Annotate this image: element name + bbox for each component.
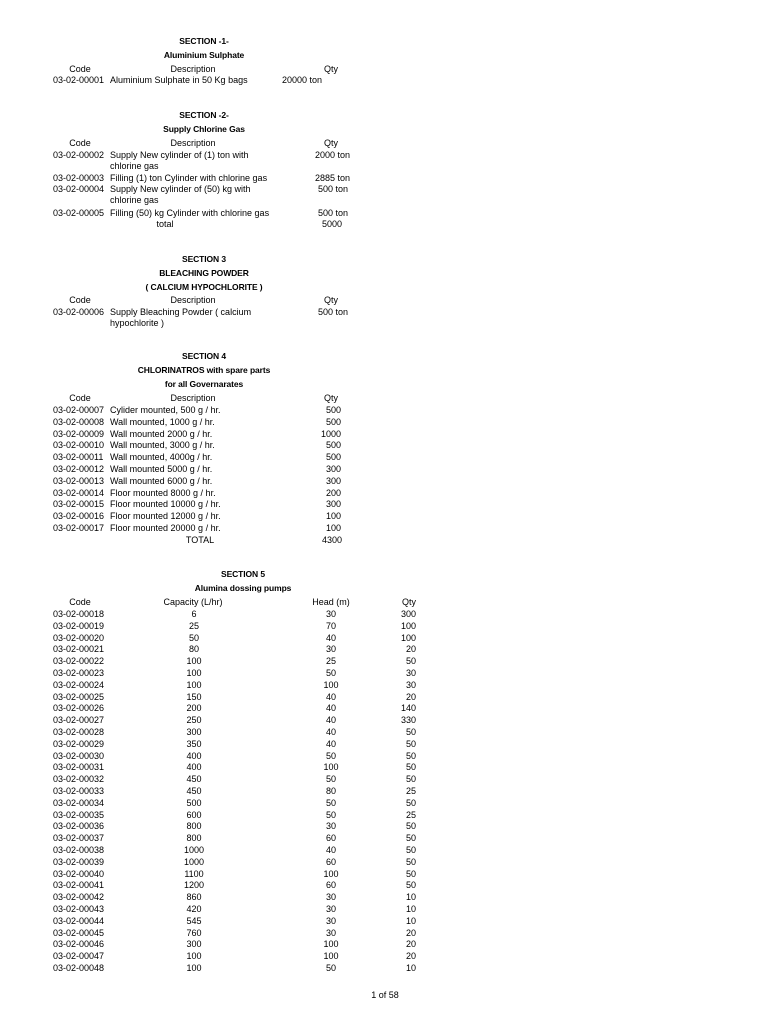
table-row-qty: 10 bbox=[405, 904, 416, 914]
table-row-capacity: 800 bbox=[186, 821, 202, 832]
table-row-desc: Floor mounted 10000 g / hr. bbox=[110, 499, 221, 510]
table-row-qty: 20 bbox=[405, 644, 416, 655]
table-row-capacity: 600 bbox=[186, 809, 202, 820]
table-row-capacity: 100 bbox=[186, 656, 202, 667]
section5-capacity-header: Capacity (L/hr) bbox=[163, 597, 223, 607]
table-row-qty: 10 bbox=[405, 915, 416, 926]
table-row-code: 03-02-00029 bbox=[53, 738, 105, 749]
section4-title: SECTION 4 bbox=[182, 351, 226, 361]
table-row-qty: 10 bbox=[405, 892, 416, 903]
table-row-capacity: 400 bbox=[186, 750, 202, 761]
table-row-desc: Floor mounted 8000 g / hr. bbox=[110, 487, 216, 498]
table-row-code: 03-02-00042 bbox=[53, 892, 105, 903]
table-row-code: 03-02-00047 bbox=[53, 951, 105, 962]
table-row-head: 40 bbox=[325, 632, 337, 643]
table-row-head: 30 bbox=[325, 915, 337, 926]
table-row-head: 60 bbox=[325, 880, 337, 891]
table-row-qty: 1000 bbox=[320, 428, 341, 439]
table-row-code: 03-02-00010 bbox=[53, 440, 105, 451]
table-row-qty: 100 bbox=[325, 511, 341, 522]
table-row-head: 70 bbox=[325, 620, 337, 631]
table-row-qty: 50 bbox=[405, 845, 416, 855]
page-number: 1 of 58 bbox=[371, 990, 399, 1000]
table-row-code: 03-02-00030 bbox=[53, 750, 105, 761]
table-row-code: 03-02-00033 bbox=[53, 786, 105, 796]
table-row-code: 03-02-00028 bbox=[53, 727, 105, 737]
table-row-head: 100 bbox=[323, 868, 339, 879]
table-row-qty: 100 bbox=[400, 620, 416, 631]
table-row-code: 03-02-00041 bbox=[53, 880, 105, 891]
table-row-capacity: 200 bbox=[186, 703, 202, 714]
table-row-head: 50 bbox=[325, 750, 337, 761]
table-row-capacity: 760 bbox=[186, 927, 202, 938]
section3-row-code: 03-02-00006 bbox=[53, 307, 105, 317]
section5-head-header: Head (m) bbox=[312, 597, 350, 607]
table-row-head: 50 bbox=[325, 774, 337, 785]
table-row-desc: Floor mounted 12000 g / hr. bbox=[110, 511, 221, 522]
table-row-capacity: 450 bbox=[186, 786, 202, 796]
table-row-head: 30 bbox=[325, 821, 337, 832]
table-row-head: 50 bbox=[325, 963, 337, 973]
table-row-code: 03-02-00044 bbox=[53, 915, 105, 926]
section4-code-header: Code bbox=[69, 393, 91, 403]
table-row-desc: Cylider mounted, 500 g / hr. bbox=[110, 405, 221, 415]
section2-total-value: 5000 bbox=[321, 219, 342, 229]
table-row-qty: 100 bbox=[400, 632, 416, 643]
table-row-code: 03-02-00009 bbox=[53, 428, 105, 439]
section5-title: SECTION 5 bbox=[221, 569, 265, 579]
table-row-qty: 500 bbox=[325, 416, 341, 427]
table-row-qty: 300 bbox=[325, 475, 341, 486]
table-row-desc: Wall mounted 5000 g / hr. bbox=[110, 464, 213, 474]
table-row-qty: 50 bbox=[405, 774, 416, 785]
table-row-desc: Wall mounted, 3000 g / hr. bbox=[110, 440, 215, 451]
table-row-qty: 500 bbox=[325, 452, 341, 463]
table-row-code: 03-02-00046 bbox=[53, 939, 105, 950]
table-row-head: 40 bbox=[325, 715, 337, 726]
table-row-desc: Supply New cylinder of (50) kg with chlorine gas bbox=[110, 184, 251, 205]
table-row-capacity: 100 bbox=[186, 668, 202, 678]
table-row-qty: 100 bbox=[325, 523, 341, 533]
table-row-qty: 2000 ton bbox=[314, 150, 350, 160]
table-row-qty: 50 bbox=[405, 750, 416, 761]
table-row-code: 03-02-00035 bbox=[53, 809, 105, 820]
section4-subtitle: CHLORINATROS with spare parts bbox=[137, 365, 271, 375]
section2-subtitle: Supply Chlorine Gas bbox=[163, 124, 245, 134]
table-row-code: 03-02-00032 bbox=[53, 774, 105, 785]
table-row-code: 03-02-00031 bbox=[53, 762, 105, 773]
table-row-capacity: 250 bbox=[186, 715, 202, 726]
table-row-capacity: 100 bbox=[186, 963, 202, 973]
section3-desc-header: Description bbox=[170, 295, 216, 305]
section1-qty-header: Qty bbox=[323, 64, 339, 74]
section3-row-qty: 500 ton bbox=[317, 307, 348, 317]
table-row-head: 30 bbox=[325, 904, 337, 914]
table-row-qty: 500 ton bbox=[317, 208, 348, 218]
table-row-qty: 20 bbox=[405, 939, 416, 950]
table-row-code: 03-02-00025 bbox=[53, 691, 105, 702]
table-row-code: 03-02-00002 bbox=[53, 150, 105, 160]
table-row-code: 03-02-00039 bbox=[53, 856, 105, 867]
table-row-qty: 330 bbox=[400, 715, 416, 726]
section5-qty-header: Qty bbox=[401, 597, 417, 607]
table-row-head: 100 bbox=[323, 951, 339, 962]
table-row-code: 03-02-00013 bbox=[53, 475, 105, 486]
table-row-capacity: 150 bbox=[186, 691, 202, 702]
table-row-qty: 2885 ton bbox=[314, 173, 350, 183]
section1-subtitle: Aluminium Sulphate bbox=[163, 50, 245, 60]
table-row-head: 30 bbox=[325, 927, 337, 938]
table-row-code: 03-02-00018 bbox=[53, 609, 105, 619]
section1-title: SECTION -1- bbox=[179, 36, 229, 46]
table-row-code: 03-02-00026 bbox=[53, 703, 105, 714]
table-row-code: 03-02-00024 bbox=[53, 679, 105, 690]
table-row-desc: Floor mounted 20000 g / hr. bbox=[110, 523, 221, 533]
table-row-qty: 500 bbox=[325, 405, 341, 415]
table-row-qty: 50 bbox=[405, 738, 416, 749]
table-row-code: 03-02-00017 bbox=[53, 523, 105, 533]
table-row-qty: 50 bbox=[405, 880, 416, 891]
section3-code-header: Code bbox=[69, 295, 91, 305]
table-row-code: 03-02-00019 bbox=[53, 620, 105, 631]
table-row-code: 03-02-00027 bbox=[53, 715, 105, 726]
table-row-qty: 200 bbox=[325, 487, 341, 498]
table-row-desc: Wall mounted 2000 g / hr. bbox=[110, 428, 213, 439]
section1-row-desc: Aluminium Sulphate in 50 Kg bags bbox=[110, 75, 248, 85]
section2-qty-header: Qty bbox=[323, 138, 339, 148]
table-row-head: 30 bbox=[325, 609, 337, 619]
table-row-qty: 50 bbox=[405, 833, 416, 844]
table-row-code: 03-02-00014 bbox=[53, 487, 105, 498]
section3-subtitle: BLEACHING POWDER bbox=[159, 268, 249, 278]
section1-row-qty: 20000 ton bbox=[281, 75, 322, 85]
table-row-head: 100 bbox=[323, 939, 339, 950]
table-row-desc: Wall mounted, 4000g / hr. bbox=[110, 452, 213, 463]
table-row-capacity: 1200 bbox=[183, 880, 205, 891]
table-row-capacity: 100 bbox=[186, 951, 202, 962]
table-row-qty: 50 bbox=[405, 868, 416, 879]
table-row-head: 80 bbox=[325, 786, 337, 796]
section4-subtitle-2: for all Governarates bbox=[164, 379, 244, 389]
section1-desc-header: Description bbox=[170, 64, 216, 74]
table-row-capacity: 420 bbox=[186, 904, 202, 914]
table-row-desc: Supply New cylinder of (1) ton with chlorine gas bbox=[110, 150, 249, 171]
table-row-qty: 30 bbox=[405, 668, 416, 678]
table-row-code: 03-02-00012 bbox=[53, 464, 105, 474]
section4-total-label: TOTAL bbox=[185, 535, 215, 545]
table-row-code: 03-02-00011 bbox=[53, 452, 104, 463]
table-row-code: 03-02-00048 bbox=[53, 963, 105, 973]
table-row-qty: 25 bbox=[405, 786, 416, 796]
table-row-capacity: 50 bbox=[188, 632, 200, 643]
table-row-head: 40 bbox=[325, 703, 337, 714]
section1-row-code: 03-02-00001 bbox=[53, 75, 105, 85]
table-row-head: 40 bbox=[325, 727, 337, 737]
table-row-qty: 50 bbox=[405, 797, 416, 808]
table-row-qty: 50 bbox=[405, 656, 416, 667]
section3-row-desc: Supply Bleaching Powder ( calcium hypochlorite ) bbox=[110, 307, 252, 328]
table-row-head: 40 bbox=[325, 845, 337, 855]
section4-desc-header: Description bbox=[170, 393, 216, 403]
table-row-head: 60 bbox=[325, 856, 337, 867]
table-row-qty: 300 bbox=[325, 499, 341, 510]
table-row-capacity: 860 bbox=[186, 892, 202, 903]
section2-code-header: Code bbox=[69, 138, 91, 148]
table-row-capacity: 1100 bbox=[184, 868, 204, 879]
table-row-qty: 50 bbox=[405, 762, 416, 773]
table-row-head: 30 bbox=[325, 892, 337, 903]
table-row-capacity: 1000 bbox=[183, 856, 205, 867]
table-row-qty: 20 bbox=[405, 927, 416, 938]
table-row-capacity: 500 bbox=[186, 797, 202, 808]
section3-subtitle-2: ( CALCIUM HYPOCHLORITE ) bbox=[145, 282, 263, 292]
table-row-head: 60 bbox=[325, 833, 337, 844]
section4-total-value: 4300 bbox=[321, 535, 342, 545]
table-row-qty: 300 bbox=[400, 609, 416, 619]
table-row-code: 03-02-00034 bbox=[53, 797, 105, 808]
table-row-qty: 30 bbox=[405, 679, 416, 690]
table-row-code: 03-02-00038 bbox=[53, 845, 105, 855]
table-row-code: 03-02-00016 bbox=[53, 511, 105, 522]
table-row-code: 03-02-00037 bbox=[53, 833, 105, 844]
table-row-desc: Filling (50) kg Cylinder with chlorine gas bbox=[110, 208, 270, 218]
table-row-qty: 50 bbox=[405, 821, 416, 832]
section2-title: SECTION -2- bbox=[179, 110, 229, 120]
table-row-code: 03-02-00020 bbox=[53, 632, 105, 643]
table-row-capacity: 100 bbox=[186, 679, 202, 690]
table-row-capacity: 6 bbox=[191, 609, 197, 619]
table-row-code: 03-02-00003 bbox=[53, 173, 105, 183]
table-row-head: 30 bbox=[325, 644, 337, 655]
table-row-code: 03-02-00007 bbox=[53, 405, 105, 415]
table-row-head: 40 bbox=[325, 738, 337, 749]
table-row-code: 03-02-00021 bbox=[53, 644, 105, 655]
table-row-desc: Filling (1) ton Cylinder with chlorine gas bbox=[110, 173, 268, 183]
table-row-qty: 10 bbox=[405, 963, 416, 973]
table-row-code: 03-02-00023 bbox=[53, 668, 105, 678]
section2-desc-header: Description bbox=[170, 138, 216, 148]
table-row-capacity: 25 bbox=[188, 620, 200, 631]
table-row-desc: Wall mounted 6000 g / hr. bbox=[110, 475, 213, 486]
table-row-head: 50 bbox=[325, 668, 337, 678]
table-row-capacity: 450 bbox=[186, 774, 202, 785]
table-row-code: 03-02-00015 bbox=[53, 499, 105, 510]
table-row-code: 03-02-00043 bbox=[53, 904, 105, 914]
table-row-capacity: 300 bbox=[186, 727, 202, 737]
section2-total-label: total bbox=[156, 219, 174, 229]
table-row-desc: Wall mounted, 1000 g / hr. bbox=[110, 416, 215, 427]
table-row-capacity: 545 bbox=[186, 915, 202, 926]
table-row-head: 100 bbox=[323, 679, 339, 690]
table-row-code: 03-02-00040 bbox=[53, 868, 105, 879]
section3-title: SECTION 3 bbox=[182, 254, 226, 264]
section3-qty-header: Qty bbox=[323, 295, 339, 305]
table-row-capacity: 800 bbox=[186, 833, 202, 844]
section1-code-header: Code bbox=[69, 64, 91, 74]
section4-qty-header: Qty bbox=[323, 393, 339, 403]
table-row-code: 03-02-00045 bbox=[53, 927, 105, 938]
table-row-head: 50 bbox=[325, 809, 337, 820]
table-row-code: 03-02-00005 bbox=[53, 208, 105, 218]
table-row-code: 03-02-00008 bbox=[53, 416, 105, 427]
table-row-head: 40 bbox=[325, 691, 337, 702]
table-row-capacity: 1000 bbox=[183, 845, 205, 855]
table-row-qty: 50 bbox=[405, 727, 416, 737]
table-row-code: 03-02-00022 bbox=[53, 656, 105, 667]
table-row-head: 100 bbox=[323, 762, 339, 773]
table-row-code: 03-02-00004 bbox=[53, 184, 105, 194]
table-row-qty: 500 ton bbox=[317, 184, 348, 194]
table-row-qty: 140 bbox=[400, 703, 416, 714]
table-row-capacity: 80 bbox=[188, 644, 200, 655]
table-row-capacity: 300 bbox=[186, 939, 202, 950]
table-row-code: 03-02-00036 bbox=[53, 821, 105, 832]
table-row-qty: 20 bbox=[405, 691, 416, 702]
table-row-capacity: 400 bbox=[186, 762, 202, 773]
table-row-qty: 500 bbox=[325, 440, 341, 451]
section5-subtitle: Alumina dossing pumps bbox=[194, 583, 292, 593]
table-row-qty: 20 bbox=[405, 951, 416, 962]
table-row-qty: 300 bbox=[325, 464, 341, 474]
table-row-capacity: 350 bbox=[186, 738, 202, 749]
section5-code-header: Code bbox=[69, 597, 91, 607]
table-row-qty: 25 bbox=[405, 809, 416, 820]
table-row-qty: 50 bbox=[405, 856, 416, 867]
table-row-head: 25 bbox=[325, 656, 337, 667]
table-row-head: 50 bbox=[325, 797, 337, 808]
